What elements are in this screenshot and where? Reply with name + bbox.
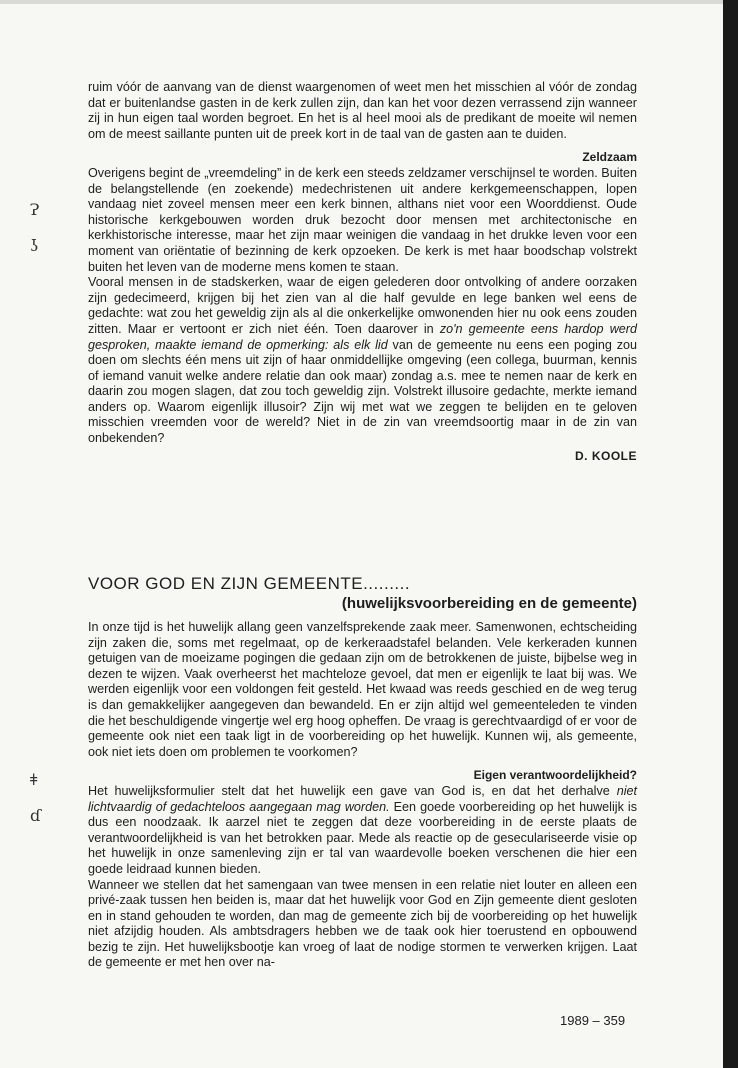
zeldzaam-p2-part-a: Vooral mensen in de stadskerken, waar de eigen gelederen door ontvolking of andere oorzaken zijn gedecimeerd, krijgen bij het zien van al die half gevulde en lege banken wel eens de gedachte: wat zou het geweldig zijn als al die onkerkelijke omwonenden hier nu ook eens zouden zitten. Maar er vertoont er zich niet één. Toen daarover in (88, 275, 637, 336)
binding-mark: Ɂ (30, 200, 40, 219)
article2-p2-part-a: Het huwelijksformulier stelt dat het huwelijk een gave van God is, en dat het derhalve (88, 783, 610, 798)
intro-paragraph: ruim vóór de aanvang van de dienst waargenomen of weet men het misschien al vóór de zondag dat er buitenlandse gasten in de kerk zullen zijn, dan kan het voor dezen verrassend zijn wanneer zij in hun eigen taal worden begroet. En het is al heel mooi als de predikant de moeite wil nemen om de meest saillante punten uit de preek kort in de taal van de gasten aan te duiden. (88, 80, 637, 141)
zeldzaam-paragraph-2 (88, 275, 637, 447)
section-heading-zeldzaam: Zeldzaam (582, 150, 637, 165)
article-title: VOOR GOD EN ZIJN GEMEENTE......... (88, 574, 411, 593)
article2-p2-italic: niet lichtvaardig of gedachteloos aangegaan mag worden. (88, 783, 637, 814)
article2-p2-part-b: Een goede voorbereiding op het huwelijk is dus een noodzaak. Ik aarzel niet te zeggen dat deze voorbereiding in de eerste plaats de verantwoordelijkheid is van het betrokken paar. Mede als reactie op de geseculariseerde visie op het huwelijk in onze samenleving zijn er tal van waardevolle boeken verschenen die hier een goede leidraad kunnen bieden. (88, 799, 637, 876)
article-2 (88, 574, 637, 971)
article-subtitle: (huwelijksvoorbereiding en de gemeente) (341, 595, 637, 612)
article-1 (88, 80, 637, 463)
binding-mark: ɗ (30, 806, 41, 825)
author-signature: D. KOOLE (574, 448, 637, 463)
binding-mark: ʖ (30, 236, 39, 255)
article2-paragraph-1: In onze tijd is het huwelijk allang geen vanzelfsprekende zaak meer. Samenwonen, echtscheiding zijn zaken die, soms met regelmaat, op de kerkeraadstafel belanden. Vele kerkeraden kunnen getuigen van de moeizame pogingen die gedaan zijn om de betrokkenen de juiste, bijbelse weg in dezen te wijzen. Vaak overheerst het machteloze gevoel, dat men er eigenlijk te laat bij was. We werden eigenlijk voor een voldongen feit gesteld. Het kwaad was reeds geschied en de weg terug is dan gemakkelijker aangegeven dan bewandeld. En er zijn altijd wel gemeenteleden te vinden die het beschuldigende vingertje wel erg hoog opheffen. De vraag is gerechtvaardigd of er voor de gemeente ook niet een taak ligt in de voorbereiding op het huwelijk. Kunnen wij, als gemeente, ook niet iets doen om problemen te voorkomen? (88, 620, 637, 759)
article2-paragraph-3: Wanneer we stellen dat het samengaan van twee mensen in een relatie niet louter en alleen een privé-zaak tussen hen beiden is, maar dat het huwelijk voor God en Zijn gemeente dient gesloten en in stand gehouden te worden, dan mag de gemeente zich bij de voorbereiding op het huwelijk niet afzijdig houden. Als ambtsdragers hebben we de taak ook hier toerustend en opbouwend bezig te zijn. Het huwelijksbootje kan vroeg of laat de nodige stormen te verwerken krijgen. Laat de gemeente er met hen over na- (88, 877, 637, 970)
zeldzaam-paragraph-1: Overigens begint de „vreemdeling” in de kerk een steeds zeldzamer verschijnsel te worden. Buiten de belangstellende (en zoekende) medechristenen uit andere kerkgemeenschappen, lopen vandaag niet zoveel mensen meer een kerk binnen, althans niet voor een Woorddienst. Oude historische kerkgebouwen worden druk bezocht door mensen met architectonische en kerkhistorische interesse, maar het zijn maar weinigen die vandaag in het drukke leven voor een moment van oriëntatie of bezinning de kerk opzoeken. De kerk is met haar boodschap volstrekt buiten het leven van de moderne mens komen te staan. (88, 165, 637, 274)
zeldzaam-p2-part-b: van de gemeente nu eens een poging zou doen om slechts één mens uit zijn of haar onmiddellijke omgeving (een collega, buurman, kennis of iemand vanuit welke andere relatie dan ook maar) zondag a.s. mee te nemen naar de kerk en daarin zou mogen slagen, dat zou toch geweldig zijn. Volstrekt illusoire gedachte, merkte iemand anders op. Waarom eigenlijk illusoir? Zijn wij met wat we zeggen te belijden en te geloven misschien vreemden voor de wereld? Niet in de zin van vreemdsoortig maar in de zin van onbekenden? (88, 337, 637, 446)
binding-mark: ǂ (30, 770, 38, 789)
page-right-edge (723, 0, 738, 1068)
page-top-edge (0, 0, 724, 4)
article2-paragraph-2 (88, 784, 637, 878)
page-number: 1989 – 359 (560, 1013, 626, 1028)
zeldzaam-p2-italic: zo'n gemeente eens hardop werd gesproken, maakte iemand de opmerking: als elk lid (88, 321, 638, 352)
section-heading-eigen: Eigen verantwoordelijkheid? (473, 768, 637, 783)
